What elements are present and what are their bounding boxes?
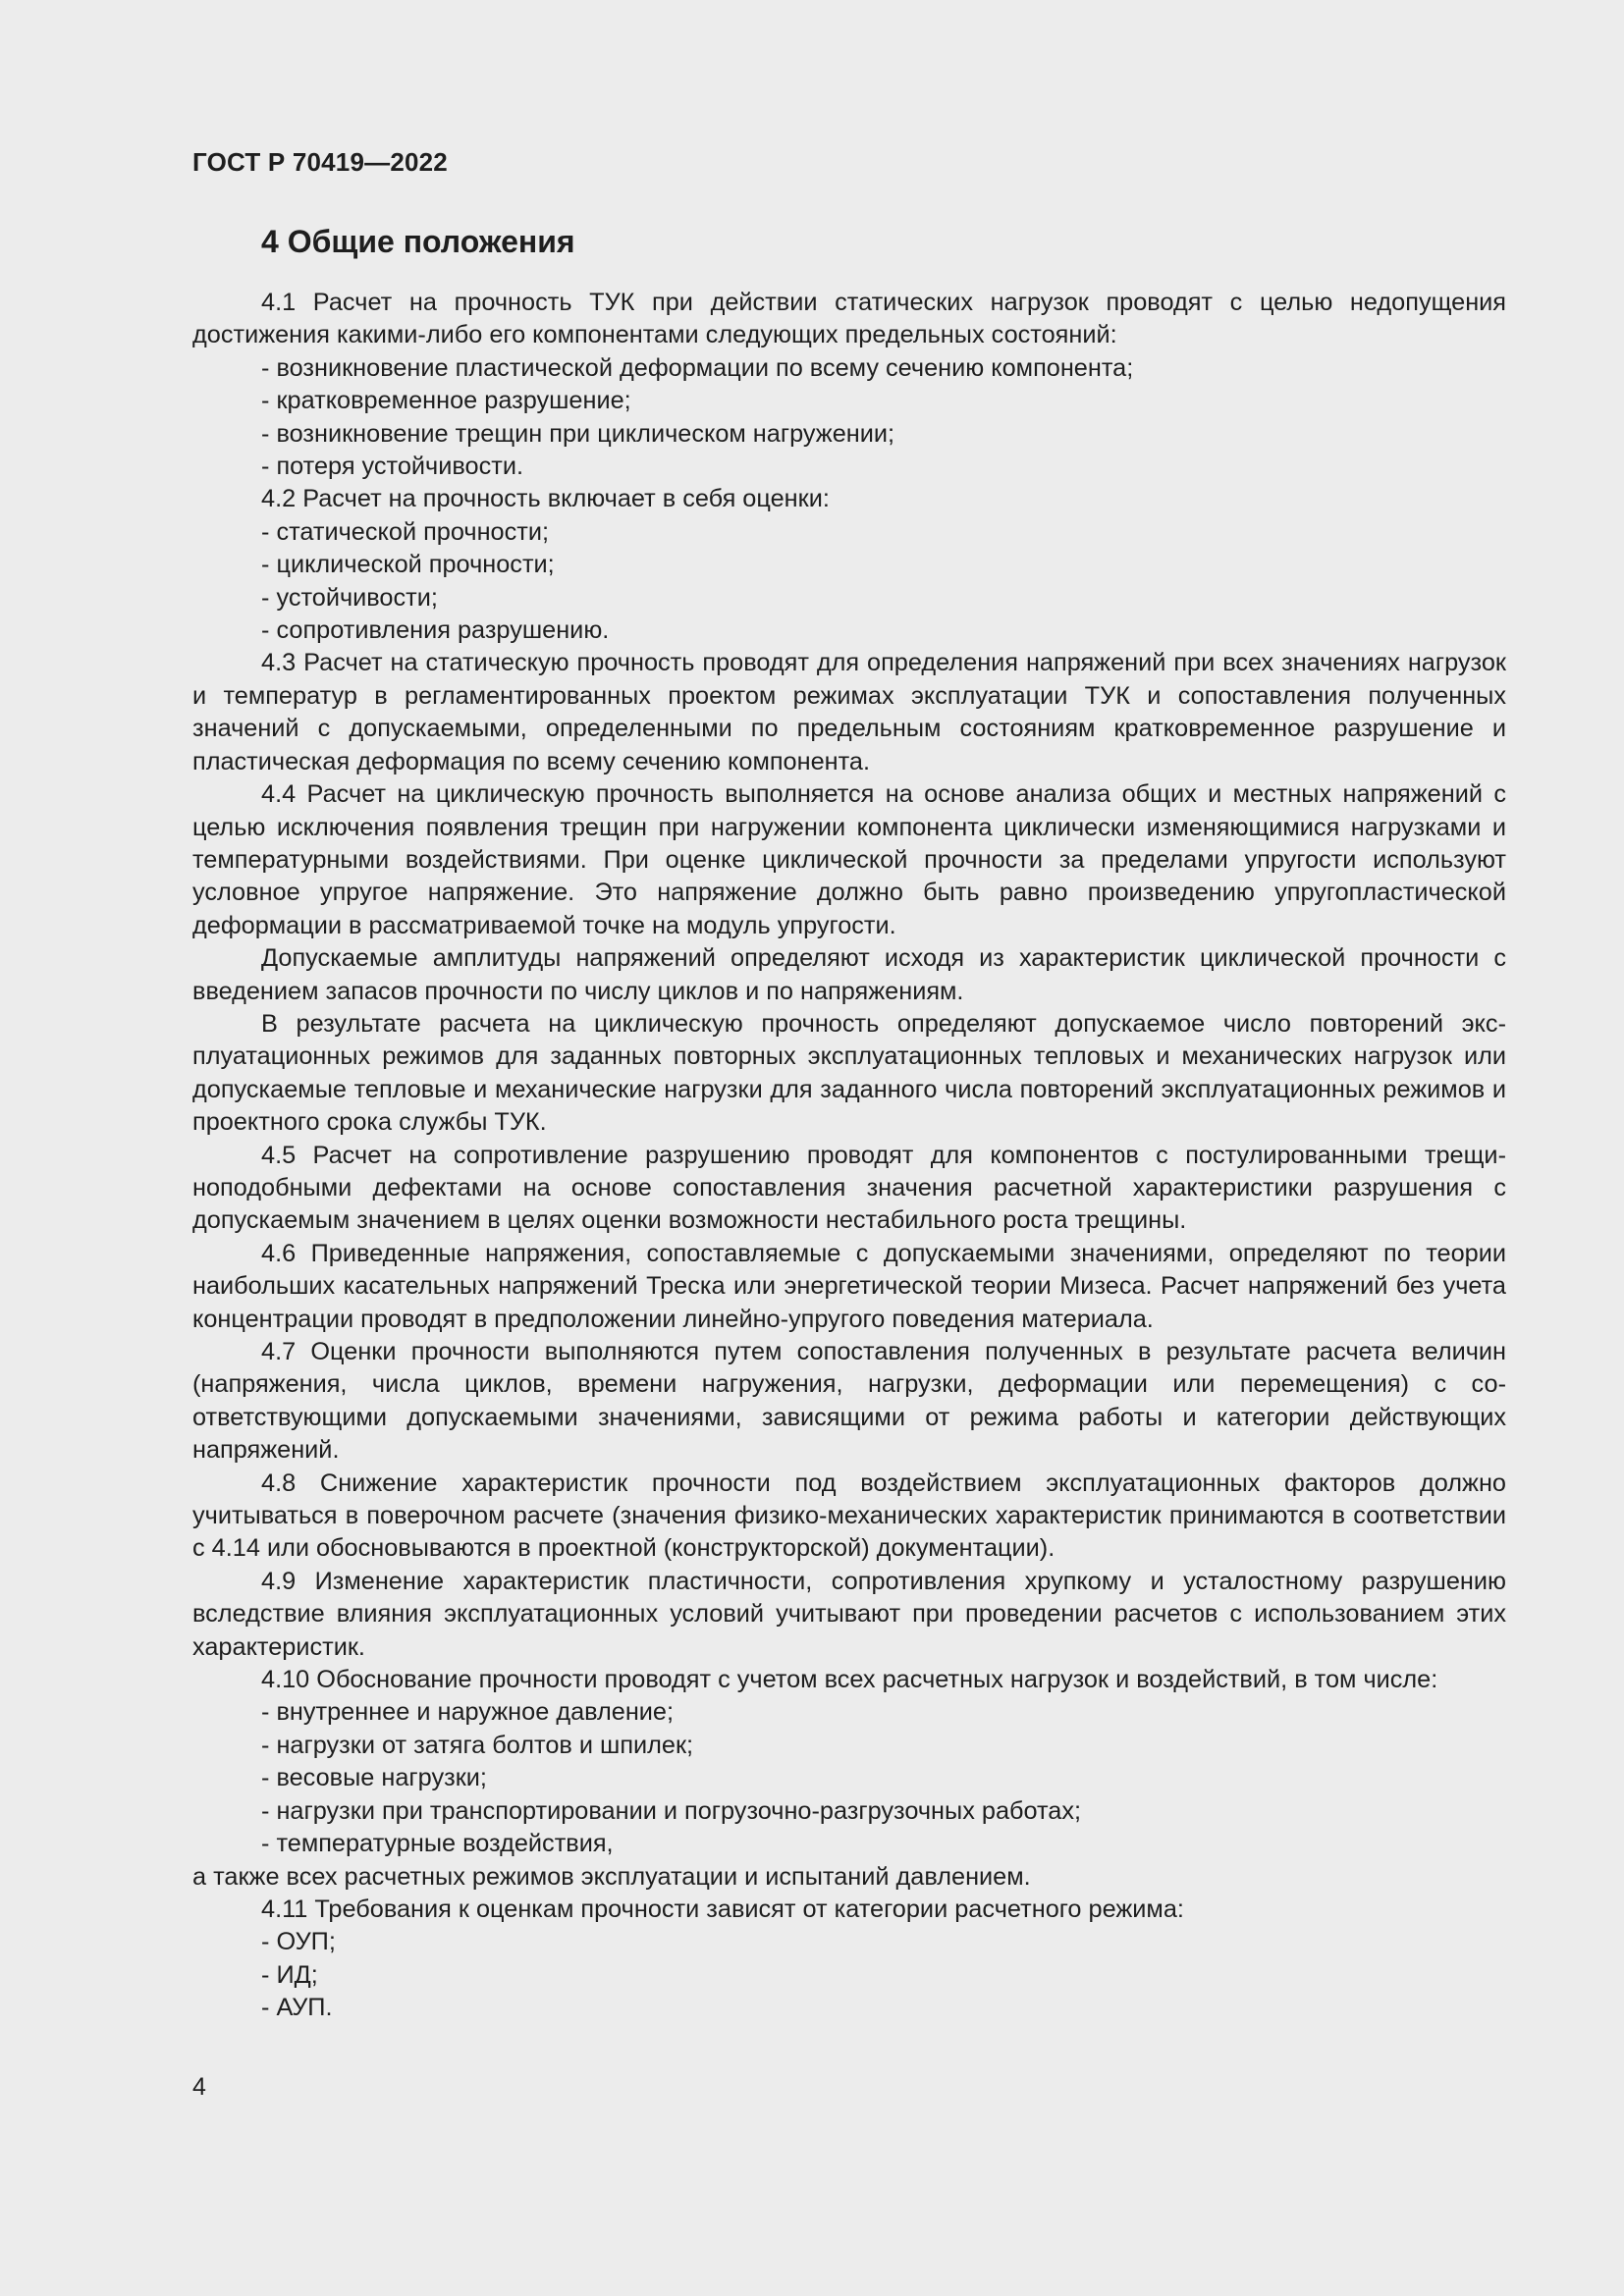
paragraph: 4.4 Расчет на циклическую прочность выполняется на основе анализа общих и местных напряжений с целью исключения появления трещин при нагружении компонента циклически изменяющимися нагрузками и температурными воздействиями. При оценке циклической прочности за пределами упругости используют условное упругое напряжение. Это напряжение должно быть равно произведению упругопластической деформации в рассматриваемой точке на модуль упругости. <box>192 780 1506 939</box>
list-item: - внутреннее и наружное давление; <box>261 1698 675 1727</box>
list-item: - нагрузки при транспортировании и погрузочно-разгрузочных работах; <box>261 1796 1082 1825</box>
list-item: - сопротивления разрушению. <box>261 616 610 645</box>
list-item: - АУП. <box>261 1994 333 2022</box>
list-item: - кратковременное разрушение; <box>261 387 631 415</box>
list-item: - возникновение пластической деформации по всему сечению компонента; <box>261 353 1134 382</box>
paragraph: 4.6 Приведенные напряжения, сопоставляемые с допускаемыми значениями, определяют по теории наибольших касательных напряжений Треска или энергетической теории Мизеса. Расчет напряжений без учета концентрации проводят в предположении линейно-упругого поведения материала. <box>192 1239 1506 1333</box>
list-item: - температурные воздействия, <box>261 1830 614 1858</box>
paragraph: 4.11 Требования к оценкам прочности зависят от категории расчетного режима: <box>261 1895 1184 1923</box>
section-title: 4 Общие положения <box>261 224 575 259</box>
paragraph: В результате расчета на циклическую прочность определяют допускаемое число повторений эксплуатационных режимов для заданных повторных эксплуатационных тепловых и механических нагрузок или допускаемые тепловые и механические нагрузки для заданного числа повторений эксплуатационных режимов и проектного срока службы ТУК. <box>192 1009 1506 1137</box>
paragraph: 4.3 Расчет на статическую прочность проводят для определения напряжений при всех значениях нагрузок и температур в регламентированных проектом режимах эксплуатации ТУК и сопоставления полученных значений с допускаемыми, определенными по предельным состояниям кратковременное разрушение и пластическая деформация по всему сечению компонента. <box>192 649 1506 775</box>
paragraph: Допускаемые амплитуды напряжений определяют исходя из характеристик циклической прочности с введением запасов прочности по числу циклов и по напряжениям. <box>192 944 1506 1005</box>
list-item: - циклической прочности; <box>261 551 555 579</box>
list-item: - нагрузки от затяга болтов и шпилек; <box>261 1731 694 1759</box>
list-item: - весовые нагрузки; <box>261 1764 487 1792</box>
list-item: - устойчивости; <box>261 583 438 612</box>
section-body <box>192 287 1506 2025</box>
list-item: - ИД; <box>261 1960 318 1989</box>
paragraph: 4.9 Изменение характеристик пластичности, сопротивления хрупкому и усталостному разрушению вследствие влияния эксплуатационных условий учитывают при проведении расчетов с использованием этих характеристик. <box>192 1567 1506 1661</box>
paragraph: а также всех расчетных режимов эксплуатации и испытаний давлением. <box>192 1862 1031 1891</box>
list-item: - статической прочности; <box>261 517 550 546</box>
paragraph: 4.2 Расчет на прочность включает в себя оценки: <box>261 485 830 513</box>
paragraph: 4.1 Расчет на прочность ТУК при действии статических нагрузок проводят с целью недопущения достижения какими-либо его компонентами следующих предельных состояний: <box>192 289 1506 349</box>
list-item: - возникновение трещин при циклическом нагружении; <box>261 419 895 448</box>
document-code: ГОСТ Р 70419—2022 <box>192 147 448 177</box>
list-item: - потеря устойчивости. <box>261 453 523 481</box>
list-item: - ОУП; <box>261 1928 336 1956</box>
paragraph: 4.7 Оценки прочности выполняются путем сопоставления полученных в результате расчета величин (напряжения, числа циклов, времени нагружения, нагрузки, деформации или перемещения) с соответствующими допускаемыми значениями, зависящими от режима работы и категории действующих напряжений. <box>192 1338 1506 1465</box>
paragraph: 4.8 Снижение характеристик прочности под воздействием эксплуатационных факторов должно учитываться в поверочном расчете (значения физико-механических характеристик принимаются в соответствии с 4.14 или обосновываются в проектной (конструкторской) документации). <box>192 1468 1506 1563</box>
paragraph: 4.5 Расчет на сопротивление разрушению проводят для компонентов с постулированными трещиноподобными дефектами на основе сопоставления значения расчетной характеристики разрушения с допускаемым значением в целях оценки возможности нестабильного роста трещины. <box>192 1141 1506 1235</box>
paragraph: 4.10 Обоснование прочности проводят с учетом всех расчетных нагрузок и воздействий, в том числе: <box>261 1666 1438 1694</box>
page-number: 4 <box>192 2073 206 2101</box>
